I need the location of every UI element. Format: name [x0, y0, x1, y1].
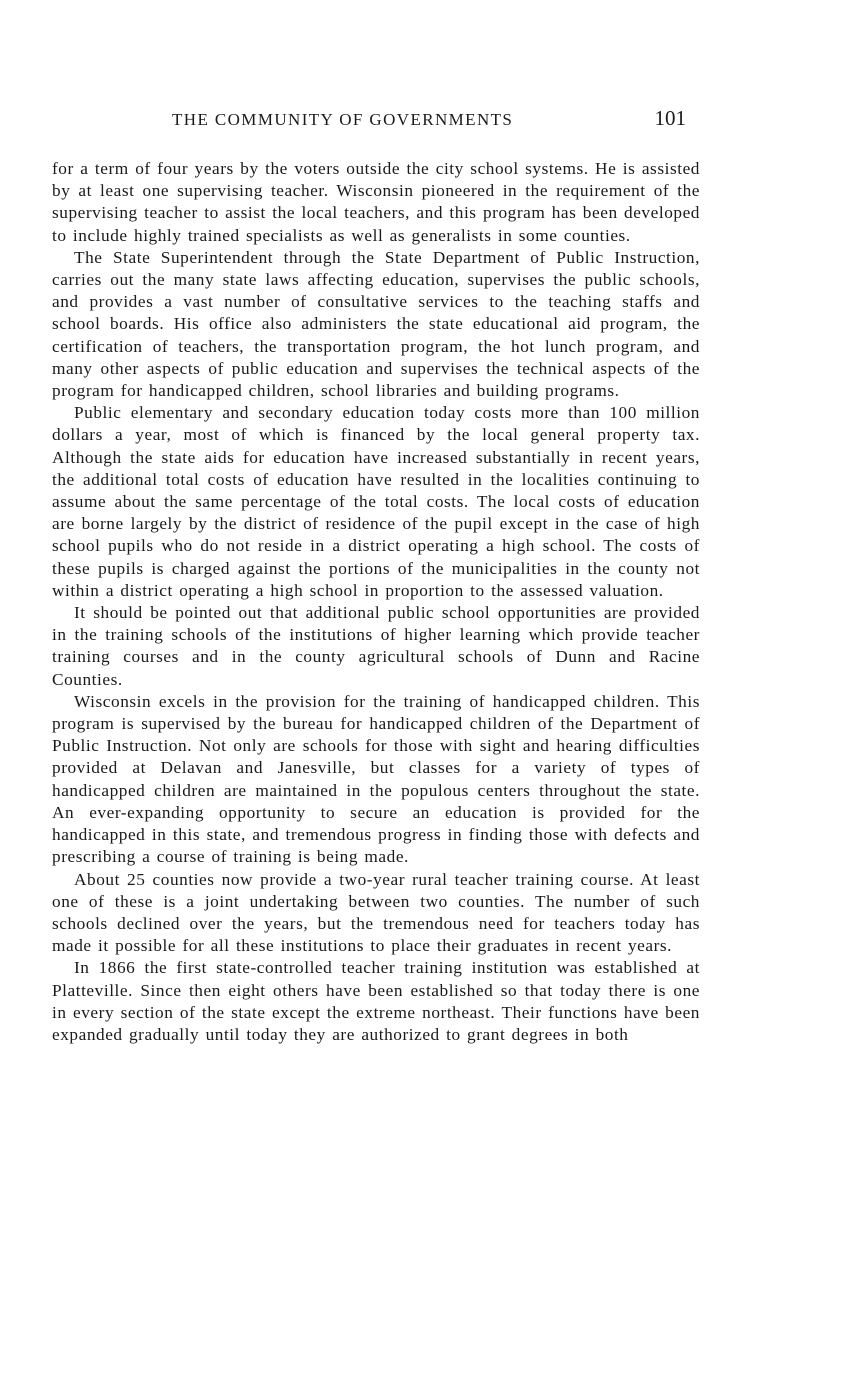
running-head — [52, 106, 700, 136]
paragraph-education-costs: Public elementary and secondary education today costs more than 100 million dollars a year, most of which is financed by the local general property tax. Although the state aids for education have increased substantially in recent years, the additional total costs of education have resulted in the localities continuing to assume about the same percentage of the total costs. The local costs of education are borne largely by the district of residence of the pupil except in the case of high school pupils who do not reside in a district operating a high school. The costs of these pupils is charged against the portions of the municipalities in the county not within a district operating a high school in proportion to the assessed valuation. — [52, 403, 700, 600]
paragraph-training-schools: It should be pointed out that additional public school opportunities are provided in the training schools of the institutions of higher learning which provide teacher training courses and in the county agricultural schools of Dunn and Racine Counties. — [52, 603, 700, 689]
paragraph-rural-teacher-training: About 25 counties now provide a two-year rural teacher training course. At least one of these is a joint undertaking between two counties. The number of such schools declined over the years, but the tremendous need for teachers today has made it possible for all these institutions to place their graduates in recent years. — [52, 869, 700, 956]
paragraph-platteville-1866: In 1866 the first state-controlled teacher training institution was established at Platteville. Since then eight others have been established so that today there is one in every section of the state except the extreme northeast. Their functions have been expanded gradually until today they are authorized to grant degrees in both — [52, 958, 700, 1044]
paragraph-handicapped-children: Wisconsin excels in the provision for the training of handicapped children. This program is supervised by the bureau for handicapped children of the Department of Public Instruction. Not only are schools for those with sight and hearing difficulties provided at Delavan and Janesville, but classes for a variety of types of handicapped children are maintained in the populous centers throughout the state. An ever-expanding opportunity to secure an education is provided for the handicapped in this state, and tremendous progress in finding those with defects and prescribing a course of training is being made. — [52, 691, 700, 867]
paragraph-state-superintendent: The State Superintendent through the State Department of Public Instruction, carries out the many state laws affecting education, supervises the public schools, and provides a vast number of consultative services to the teaching staffs and school boards. His office also administers the state educational aid program, the certification of teachers, the transportation program, the hot lunch program, and many other aspects of public education and supervises the technical aspects of the program for handicapped children, school libraries and building programs. — [52, 247, 700, 401]
body-text — [52, 158, 700, 1046]
page-number: 101 — [654, 106, 686, 130]
running-title: THE COMMUNITY OF GOVERNMENTS — [172, 110, 514, 129]
paragraph-continued: for a term of four years by the voters outside the city school systems. He is assisted by at least one supervising teacher. Wisconsin pioneered in the requirement of the supervising teacher to assist the local teachers, and this program has been developed to include highly trained specialists as well as generalists in some counties. — [52, 159, 700, 245]
book-page — [52, 106, 700, 1046]
